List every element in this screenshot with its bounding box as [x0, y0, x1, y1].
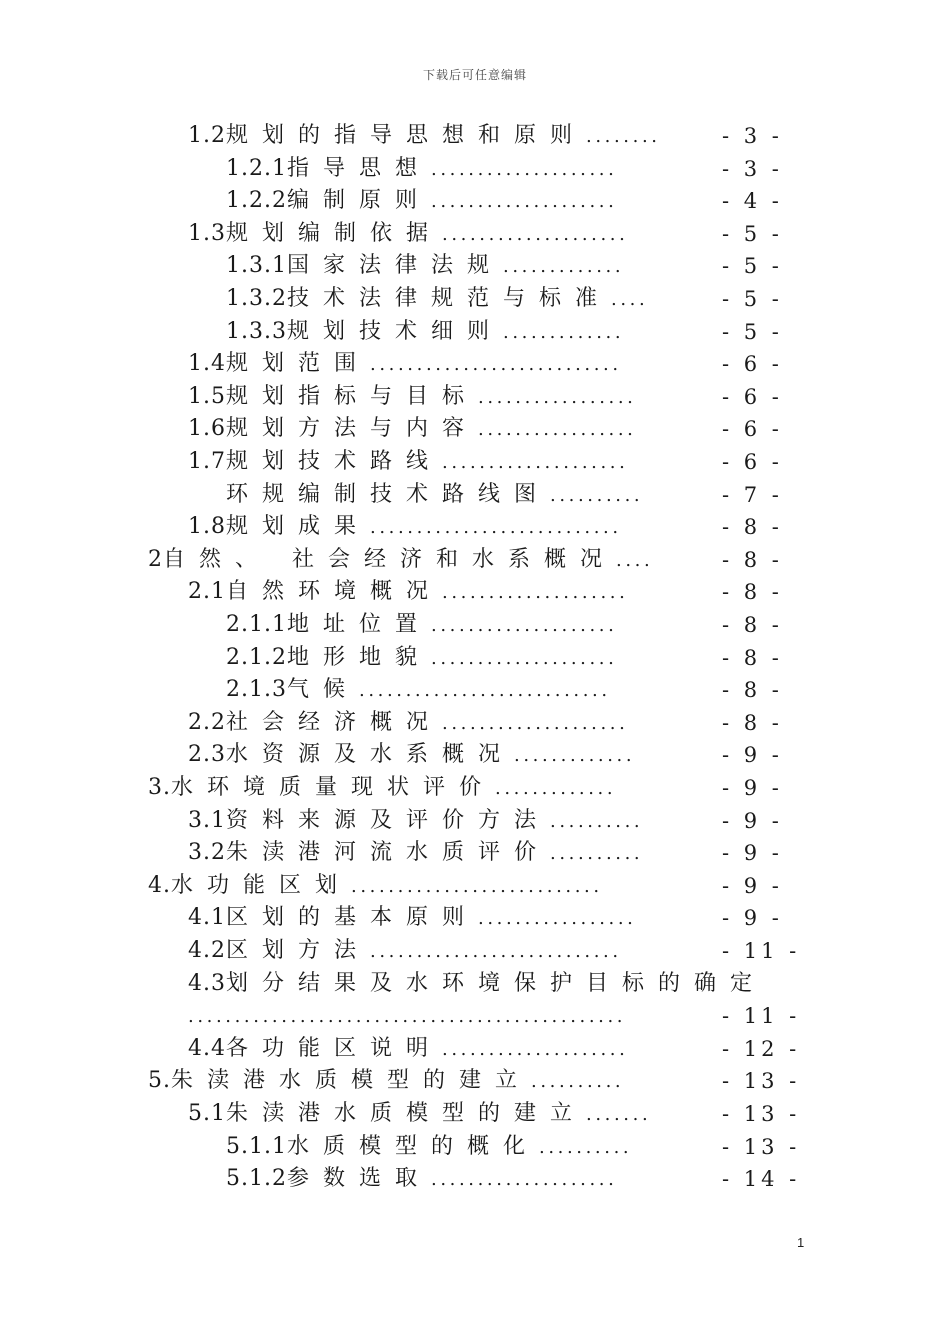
toc-entry-number: 4.4	[188, 1035, 226, 1061]
toc-entry[interactable]	[226, 609, 783, 641]
toc-entry-number: 1.2.1	[226, 155, 287, 181]
toc-entry[interactable]	[188, 511, 783, 543]
toc-entry-number: 1.8	[188, 514, 226, 540]
toc-entry[interactable]	[188, 739, 783, 771]
toc-entry-title: 环规编制技术路线图	[226, 481, 551, 507]
toc-entry[interactable]	[148, 1065, 801, 1097]
toc-entry[interactable]	[188, 1098, 801, 1130]
toc-entry-title: 参数选取	[286, 1166, 431, 1192]
toc-entry-title: 区划方法	[226, 938, 371, 963]
toc-page-number: - 8 -	[722, 645, 783, 670]
toc-page-number: - 7 -	[722, 482, 783, 507]
toc-leader-dots: ...............................................	[188, 1006, 627, 1028]
toc-entry-title: 水功能区划	[171, 872, 352, 898]
toc-leader-dots: .......	[586, 1104, 652, 1125]
toc-entry-number: 2.1.2	[226, 644, 287, 670]
toc-leader-dots: .................	[478, 419, 637, 441]
toc-leader-dots: ....	[611, 289, 649, 310]
toc-entry-number: 2.3	[188, 742, 226, 768]
toc-page-number: - 5 -	[722, 254, 783, 279]
toc-entry-title: 规划的指导思想和原则	[226, 123, 587, 148]
toc-leader-dots: ....................	[442, 1038, 629, 1060]
toc-leader-dots: ...........................	[351, 875, 603, 897]
toc-entry-title: 社会经济概况	[226, 709, 443, 735]
toc-page-number: - 8 -	[722, 547, 783, 572]
toc-leader-dots: .............	[503, 321, 625, 343]
toc-leader-dots: ....................	[431, 158, 618, 180]
toc-leader-dots: ....................	[431, 615, 618, 636]
toc-leader-dots: ...........................	[359, 680, 611, 702]
toc-leader-dots: ..........	[531, 1071, 625, 1093]
toc-entry-title: 规划技术细则	[286, 318, 503, 344]
toc-page-number: - 4 -	[722, 189, 783, 214]
toc-entry-number: 5.1	[188, 1101, 226, 1126]
toc-leader-dots: ........	[586, 126, 661, 147]
toc-page-number: - 9 -	[722, 776, 783, 800]
toc-entry[interactable]	[226, 185, 783, 217]
toc-entry[interactable]	[188, 348, 783, 380]
toc-page-number: - 8 -	[722, 678, 783, 703]
toc-leader-dots: ....................	[442, 223, 629, 245]
toc-entry[interactable]	[226, 283, 783, 315]
toc-entry-number: 4.2	[188, 938, 226, 963]
toc-entry-number: 1.3.2	[226, 286, 287, 311]
toc-page-number: - 9 -	[722, 873, 783, 898]
toc-entry-title: 水环境质量现状评价	[171, 775, 496, 800]
toc-entry-title: 朱渎港水质模型的建立	[171, 1068, 532, 1094]
toc-leader-dots: .............	[495, 778, 617, 799]
toc-entry-title: 规划技术路线	[226, 449, 443, 474]
toc-entry-title: 划分结果及水环境保护目标的确定	[226, 970, 767, 996]
toc-page-number: - 11 -	[722, 939, 801, 963]
toc-entry[interactable]	[226, 1131, 801, 1163]
toc-entry[interactable]	[188, 902, 783, 934]
toc-leader-dots: ..........	[539, 1136, 633, 1158]
toc-entry-number: 1.3.1	[226, 253, 287, 279]
toc-page-number: - 9 -	[722, 906, 783, 931]
toc-entry[interactable]	[188, 446, 783, 478]
toc-entry-title: 规划方法与内容	[226, 416, 479, 442]
toc-entry-title: 朱渎港水质模型的建立	[226, 1101, 587, 1126]
toc-entry-title: 资料来源及评价方法	[226, 807, 551, 833]
toc-page-number: - 8 -	[722, 515, 783, 540]
toc-page-number: - 5 -	[722, 221, 783, 246]
toc-leader-dots: .............	[514, 745, 636, 767]
toc-entry-title: 水资源及水系概况	[226, 742, 515, 768]
toc-entry[interactable]	[188, 968, 766, 1000]
toc-leader-dots: ...........................	[370, 517, 622, 539]
toc-entry[interactable]	[226, 642, 783, 674]
toc-entry-number: 1.2	[188, 123, 226, 148]
toc-entry-number: 1.7	[188, 449, 226, 474]
toc-entry-title: 自然环境概况	[226, 579, 443, 605]
toc-page-number: - 5 -	[722, 287, 783, 311]
toc-entry-title: 技术法律规范与标准	[286, 286, 611, 311]
toc-leader-dots: ....................	[442, 452, 629, 473]
toc-page-number: - 8 -	[722, 580, 783, 605]
toc-page-number: - 13 -	[722, 1102, 801, 1126]
toc-page-number: - 11 -	[722, 1004, 801, 1029]
toc-entry-number: 2	[148, 546, 163, 572]
toc-entry[interactable]	[226, 250, 783, 282]
toc-page-number: - 6 -	[722, 384, 783, 409]
toc-entry[interactable]	[226, 153, 783, 185]
toc-leader-dots: ..........	[550, 843, 644, 865]
toc-leader-dots: ....................	[431, 191, 618, 213]
toc-entry[interactable]	[188, 1000, 801, 1032]
toc-entry[interactable]	[226, 674, 783, 706]
toc-entry-number: 4.3	[188, 970, 226, 996]
toc-entry-title: 编制原则	[286, 188, 431, 214]
toc-page-number: - 8 -	[722, 710, 783, 735]
toc-entry-title: 气候	[286, 677, 359, 703]
toc-leader-dots: .................	[478, 908, 637, 930]
toc-entry-title: 规划指标与目标	[226, 383, 479, 409]
toc-leader-dots: ....................	[442, 712, 629, 734]
toc-leader-dots: .............	[503, 256, 625, 278]
toc-entry-title: 规划范围	[226, 351, 371, 377]
toc-page-number: - 9 -	[722, 841, 783, 866]
toc-entry-number: 1.3	[188, 220, 226, 246]
toc-entry-title: 水质模型的概化	[286, 1133, 539, 1159]
toc-page-number: - 3 -	[722, 124, 783, 148]
toc-leader-dots: ...........................	[370, 941, 622, 962]
toc-entry[interactable]	[188, 576, 783, 608]
toc-entry-title: 规划编制依据	[226, 220, 443, 246]
toc-entry[interactable]	[188, 805, 783, 837]
toc-entry[interactable]	[148, 772, 783, 804]
toc-entry-number: 1.6	[188, 416, 226, 442]
toc-leader-dots: .................	[478, 386, 637, 408]
toc-entry[interactable]	[188, 1033, 801, 1065]
toc-entry-title: 自然、 社会经济和水系概况	[163, 546, 616, 572]
toc-leader-dots: ...........................	[370, 354, 622, 376]
toc-entry-title: 朱渎港河流水质评价	[226, 840, 551, 866]
toc-entry-title: 指导思想	[286, 155, 431, 181]
toc-page-number: - 6 -	[722, 450, 783, 474]
toc-entry-number: 2.1.1	[226, 612, 287, 637]
toc-page-number: - 13 -	[722, 1069, 801, 1094]
toc-page-number: - 9 -	[722, 743, 783, 768]
toc-leader-dots: ..........	[550, 484, 644, 506]
toc-entry[interactable]	[188, 413, 783, 445]
toc-leader-dots: ....................	[431, 1169, 618, 1191]
toc-entry[interactable]	[226, 316, 783, 348]
toc-entry-number: 1.4	[188, 351, 226, 377]
page-header: 下载后可任意编辑	[422, 68, 527, 82]
toc-entry[interactable]	[188, 218, 783, 250]
toc-entry[interactable]	[188, 120, 783, 152]
toc-entry-number: 4.	[148, 872, 171, 898]
toc-page-number: - 6 -	[722, 417, 783, 442]
toc-entry-title: 地址位置	[286, 612, 431, 637]
toc-entry-number: 2.2	[188, 709, 226, 735]
toc-entry-number: 1.5	[188, 383, 226, 409]
toc-entry-title: 区划的基本原则	[226, 905, 479, 931]
page-number: 1	[797, 1235, 805, 1250]
toc-entry[interactable]	[148, 544, 783, 576]
toc-entry-title: 规划成果	[226, 514, 371, 540]
toc-entry-title: 地形地貌	[286, 644, 431, 670]
toc-entry[interactable]	[226, 479, 783, 511]
toc-leader-dots: ....................	[442, 582, 629, 604]
toc-entry-number: 1.3.3	[226, 318, 287, 344]
toc-entry-number: 3.2	[188, 840, 226, 866]
toc-entry-number: 3.1	[188, 807, 226, 833]
toc-entry[interactable]	[188, 935, 801, 967]
toc-entry[interactable]	[188, 381, 783, 413]
toc-entry-number: 3.	[148, 775, 171, 800]
toc-leader-dots: ....	[616, 549, 654, 571]
toc-page-number: - 8 -	[722, 613, 783, 637]
toc-entry[interactable]	[188, 707, 783, 739]
toc-page-number: - 5 -	[722, 319, 783, 344]
toc-entry-title: 国家法律法规	[286, 253, 503, 279]
toc-entry-number: 1.2.2	[226, 188, 287, 214]
toc-page-number: - 6 -	[722, 352, 783, 377]
toc-leader-dots: ....................	[431, 647, 618, 669]
toc-page-number: - 3 -	[722, 156, 783, 181]
toc-entry-number: 2.1	[188, 579, 226, 605]
toc-entry[interactable]	[188, 837, 783, 869]
toc-entry[interactable]	[148, 870, 783, 902]
toc-entry-title: 各功能区说明	[226, 1035, 443, 1061]
toc-page-number: - 14 -	[722, 1167, 801, 1192]
toc-entry-number: 5.	[148, 1068, 171, 1094]
toc-page-number: - 13 -	[722, 1134, 801, 1159]
toc-leader-dots: ..........	[550, 810, 644, 832]
toc-page-number: - 12 -	[722, 1036, 801, 1061]
toc-page-number: - 9 -	[722, 808, 783, 833]
toc-entry-number: 5.1.1	[226, 1133, 287, 1159]
toc-entry-number: 5.1.2	[226, 1166, 287, 1192]
toc-entry[interactable]	[226, 1163, 801, 1195]
toc-entry-number: 4.1	[188, 905, 226, 931]
toc-entry-number: 2.1.3	[226, 677, 287, 703]
